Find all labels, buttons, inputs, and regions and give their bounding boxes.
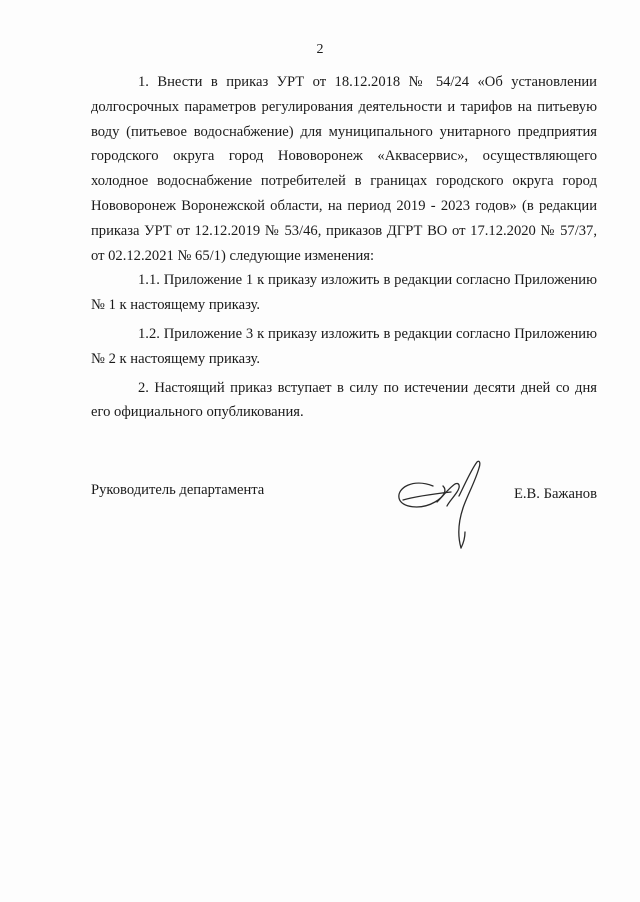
paragraph-appendix-1: 1.1. Приложение 1 к приказу изложить в редакции согласно Приложению № 1 к настоящему приказу. — [91, 272, 597, 314]
signatory-title: Руководитель департамента — [91, 482, 265, 498]
signatory-name: Е.В. Бажанов — [513, 486, 597, 502]
handwritten-signature-icon — [393, 456, 503, 556]
paragraph-amendment: 1. Внести в приказ УРТ от 18.12.2018 № 54/24 «Об установлении долгосрочных параметров регулирования деятельности и тарифов на питьевую воду (питьевое водоснабжение) для муниципального унитарного предприятия городского округа город Нововоронеж «Аквасервис», осуществляющего холодное водоснабжение потребителей в границах городского округа город Нововоронеж Воронежской области, на период 2019 - 2023 годов» (в редакции приказа УРТ от 12.12.2019 № 53/46, приказов ДГРТ ВО от 17.12.2020 № 57/37, от 02.12.2021 № 65/1) следующие изменения: — [91, 74, 597, 264]
document-body — [91, 70, 597, 431]
paragraph-effective-date: 2. Настоящий приказ вступает в силу по истечении десяти дней со дня его официального опубликования. — [91, 379, 597, 421]
signature-block — [91, 456, 597, 566]
paragraph-appendix-3: 1.2. Приложение 3 к приказу изложить в редакции согласно Приложению № 2 к настоящему приказу. — [91, 325, 597, 367]
page-number: 2 — [316, 42, 324, 57]
